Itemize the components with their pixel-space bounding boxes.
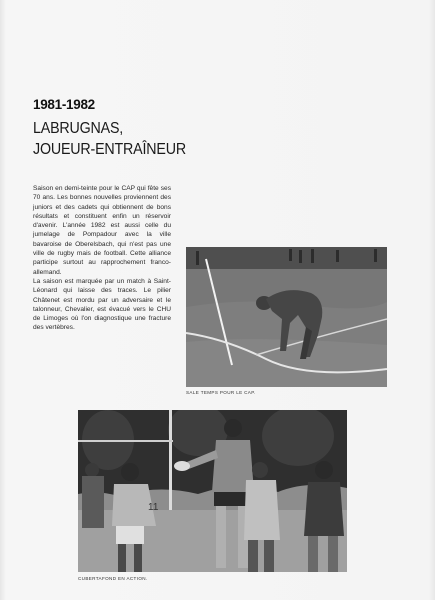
caption-photo-1: SALE TEMPS POUR LE CAP. [186,390,256,395]
title-line-2: JOUEUR-ENTRAÎNEUR [33,141,186,158]
section-title [33,118,217,160]
title-line-1: LABRUGNAS, [33,120,124,137]
caption-photo-2: CUBERTAFOND EN ACTION. [78,576,148,581]
photo-rugby-action [78,410,347,572]
svg-text:11: 11 [148,502,159,513]
body-paragraph-1: Saison en demi-teinte pour le CAP qui fête ses 70 ans. Les bonnes nouvelles proviennent des juniors et des cadets qui obtiennent de bons résultats et constituent enfin un réservoir d'avenir. L'année 1982 est aussi celle du jumelage de Pompadour avec la ville bavaroise de Oberelsbach, qui n'est pas une ville de rugby mais de football. Cette alliance participe surtout au rapprochement franco-allemand. [33,185,171,276]
photo-muddy-field [186,247,387,387]
body-paragraph-2: La saison est marquée par un match à Saint-Léonard qui laisse des traces. Le pilier Châtenet est mordu par un adversaire et le talonneur, Chevalier, est évacué vers le CHU de Limoges où l'on diagnostique une fracture des vertèbres. [33,278,171,332]
season-years: 1981-1982 [33,97,95,112]
